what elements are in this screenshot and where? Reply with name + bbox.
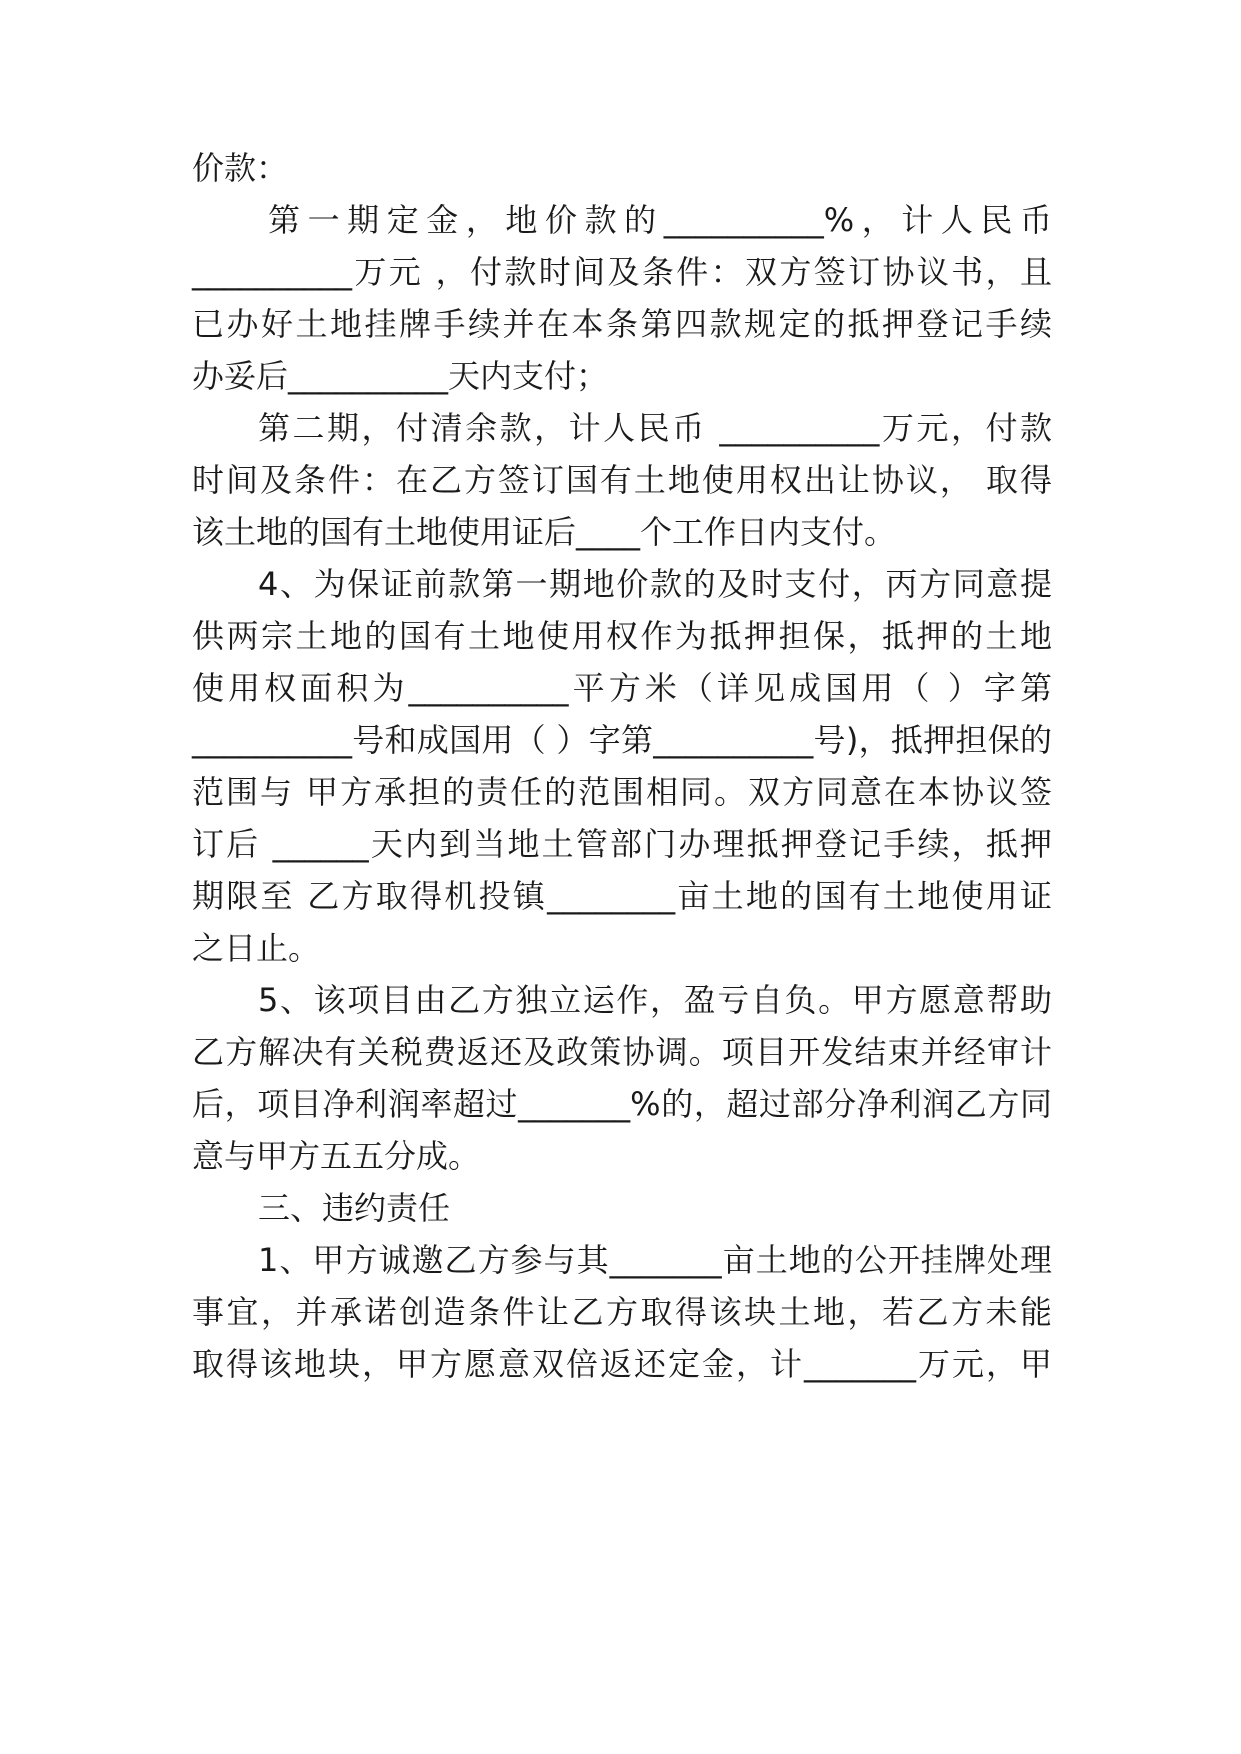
section-heading: 三、违约责任 [258, 1189, 451, 1227]
text-line: 5、该项目由乙方独立运作，盈亏自负。甲方愿意帮助 [258, 981, 1052, 1019]
text-line: 4、为保证前款第一期地价款的及时支付，丙方同意提 [258, 565, 1052, 603]
text-line: 取得该地块，甲方愿意双倍返还定金，计_______万元，甲 [192, 1345, 1052, 1383]
text-line: __________万元 ，付款时间及条件：双方签订协议书，且 [192, 253, 1052, 291]
text-line: 意与甲方五五分成。 [192, 1137, 481, 1175]
text-line: 范围与 甲方承担的责任的范围相同。双方同意在本协议签 [192, 773, 1052, 811]
text-line: 时间及条件：在乙方签订国有土地使用权出让协议， 取得 [192, 461, 1052, 499]
text-line: 使用权面积为__________平方米（详见成国用（ ）字第 [192, 669, 1052, 707]
text-line: 价款： [192, 149, 289, 187]
text-line: 供两宗土地的国有土地使用权作为抵押担保，抵押的土地 [192, 617, 1052, 655]
text-line: 事宜，并承诺创造条件让乙方取得该块土地，若乙方未能 [192, 1293, 1052, 1331]
text-line: 第二期，付清余款，计人民币 __________万元，付款 [258, 409, 1052, 447]
text-line: 已办好土地挂牌手续并在本条第四款规定的抵押登记手续 [192, 305, 1052, 343]
text-line: 1、甲方诚邀乙方参与其_______亩土地的公开挂牌处理 [258, 1241, 1052, 1279]
text-line: 之日止。 [192, 929, 321, 967]
text-line: 期限至 乙方取得机投镇________亩土地的国有土地使用证 [192, 877, 1052, 915]
text-line: 办妥后__________天内支付； [192, 357, 609, 395]
text-line: 订后 ______天内到当地土管部门办理抵押登记手续，抵押 [192, 825, 1052, 863]
text-line: 后，项目净利润率超过_______%的，超过部分净利润乙方同 [192, 1085, 1052, 1123]
text-line: 该土地的国有土地使用证后____个工作日内支付。 [192, 513, 897, 551]
text-line: 乙方解决有关税费返还及政策协调。项目开发结束并经审计 [192, 1033, 1052, 1071]
text-line: 第一期定金，地价款的__________%，计人民币 [268, 201, 1052, 239]
text-line: __________号和成国用（ ）字第__________号)，抵押担保的 [192, 721, 1052, 759]
